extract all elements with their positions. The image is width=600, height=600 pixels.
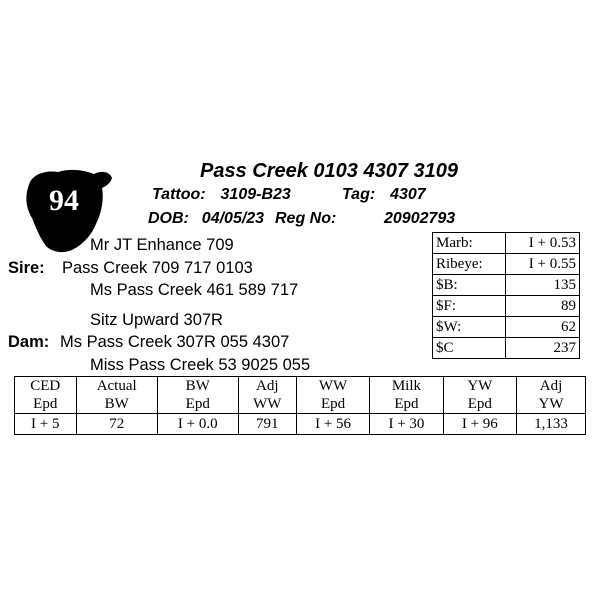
value-bw: I + 0.0 — [157, 414, 238, 435]
value-yw: I + 96 — [443, 414, 516, 435]
w-index-value: 62 — [506, 317, 580, 338]
dam-name: Ms Pass Creek 307R 055 4307 — [60, 333, 290, 351]
header-actual: Actual — [76, 377, 157, 396]
header-ww: WW — [296, 377, 369, 396]
subheader-bw: Epd — [157, 395, 238, 414]
table-row — [433, 296, 580, 317]
epd-values-row — [15, 414, 586, 435]
ribeye-label: Ribeye: — [433, 254, 506, 275]
f-index-value: 89 — [506, 296, 580, 317]
subheader-ww: Epd — [296, 395, 369, 414]
reg-label: Reg No: — [274, 210, 337, 227]
header-adj: Adj — [238, 377, 296, 396]
animal-name: Pass Creek 0103 4307 3109 — [200, 160, 459, 182]
c-index-value: 237 — [506, 338, 580, 359]
header-yw: YW — [443, 377, 516, 396]
value-adj-ww: 791 — [238, 414, 296, 435]
dam-dam: Miss Pass Creek 53 9025 055 — [90, 356, 311, 374]
value-actual-bw: 72 — [76, 414, 157, 435]
dam-label: Dam: — [8, 333, 50, 351]
value-ced: I + 5 — [15, 414, 77, 435]
c-index-label: $C — [433, 338, 506, 359]
table-row — [433, 233, 580, 254]
value-ww: I + 56 — [296, 414, 369, 435]
dam-sire: Sitz Upward 307R — [90, 311, 223, 329]
dob-value: 04/05/23 — [201, 210, 265, 227]
tattoo-label: Tattoo: — [152, 186, 206, 203]
tag-value: 4307 — [390, 186, 426, 203]
ribeye-value: I + 0.55 — [506, 254, 580, 275]
epd-header-row-bottom — [15, 395, 586, 414]
sire-name: Pass Creek 709 717 0103 — [62, 259, 253, 277]
b-index-value: 135 — [506, 275, 580, 296]
sire-sire: Mr JT Enhance 709 — [90, 236, 234, 254]
dob-row — [148, 210, 336, 228]
epd-table — [14, 376, 586, 435]
subheader-adj-yw: YW — [517, 395, 586, 414]
marb-value: I + 0.53 — [506, 233, 580, 254]
dob-label: DOB: — [148, 210, 189, 227]
value-milk: I + 30 — [370, 414, 443, 435]
subheader-actual: BW — [76, 395, 157, 414]
carcass-index-table — [432, 232, 580, 359]
header-milk: Milk — [370, 377, 443, 396]
tag-label: Tag: — [342, 186, 376, 203]
b-index-label: $B: — [433, 275, 506, 296]
tattoo-value: 3109-B23 — [220, 186, 291, 203]
tattoo-row — [152, 186, 291, 204]
tag-row — [342, 186, 426, 204]
f-index-label: $F: — [433, 296, 506, 317]
table-row — [433, 317, 580, 338]
marb-label: Marb: — [433, 233, 506, 254]
subheader-adj: WW — [238, 395, 296, 414]
header-bw: BW — [157, 377, 238, 396]
sire-dam: Ms Pass Creek 461 589 717 — [90, 281, 299, 299]
lot-number: 94 — [49, 184, 79, 217]
header-ced: CED — [15, 377, 77, 396]
table-row — [433, 338, 580, 359]
value-adj-yw: 1,133 — [517, 414, 586, 435]
w-index-label: $W: — [433, 317, 506, 338]
header-adj-yw: Adj — [517, 377, 586, 396]
subheader-ced: Epd — [15, 395, 77, 414]
subheader-yw: Epd — [443, 395, 516, 414]
reg-value: 20902793 — [384, 210, 456, 227]
subheader-milk: Epd — [370, 395, 443, 414]
sire-label: Sire: — [8, 259, 45, 277]
epd-header-row-top — [15, 377, 586, 396]
table-row — [433, 275, 580, 296]
table-row — [433, 254, 580, 275]
